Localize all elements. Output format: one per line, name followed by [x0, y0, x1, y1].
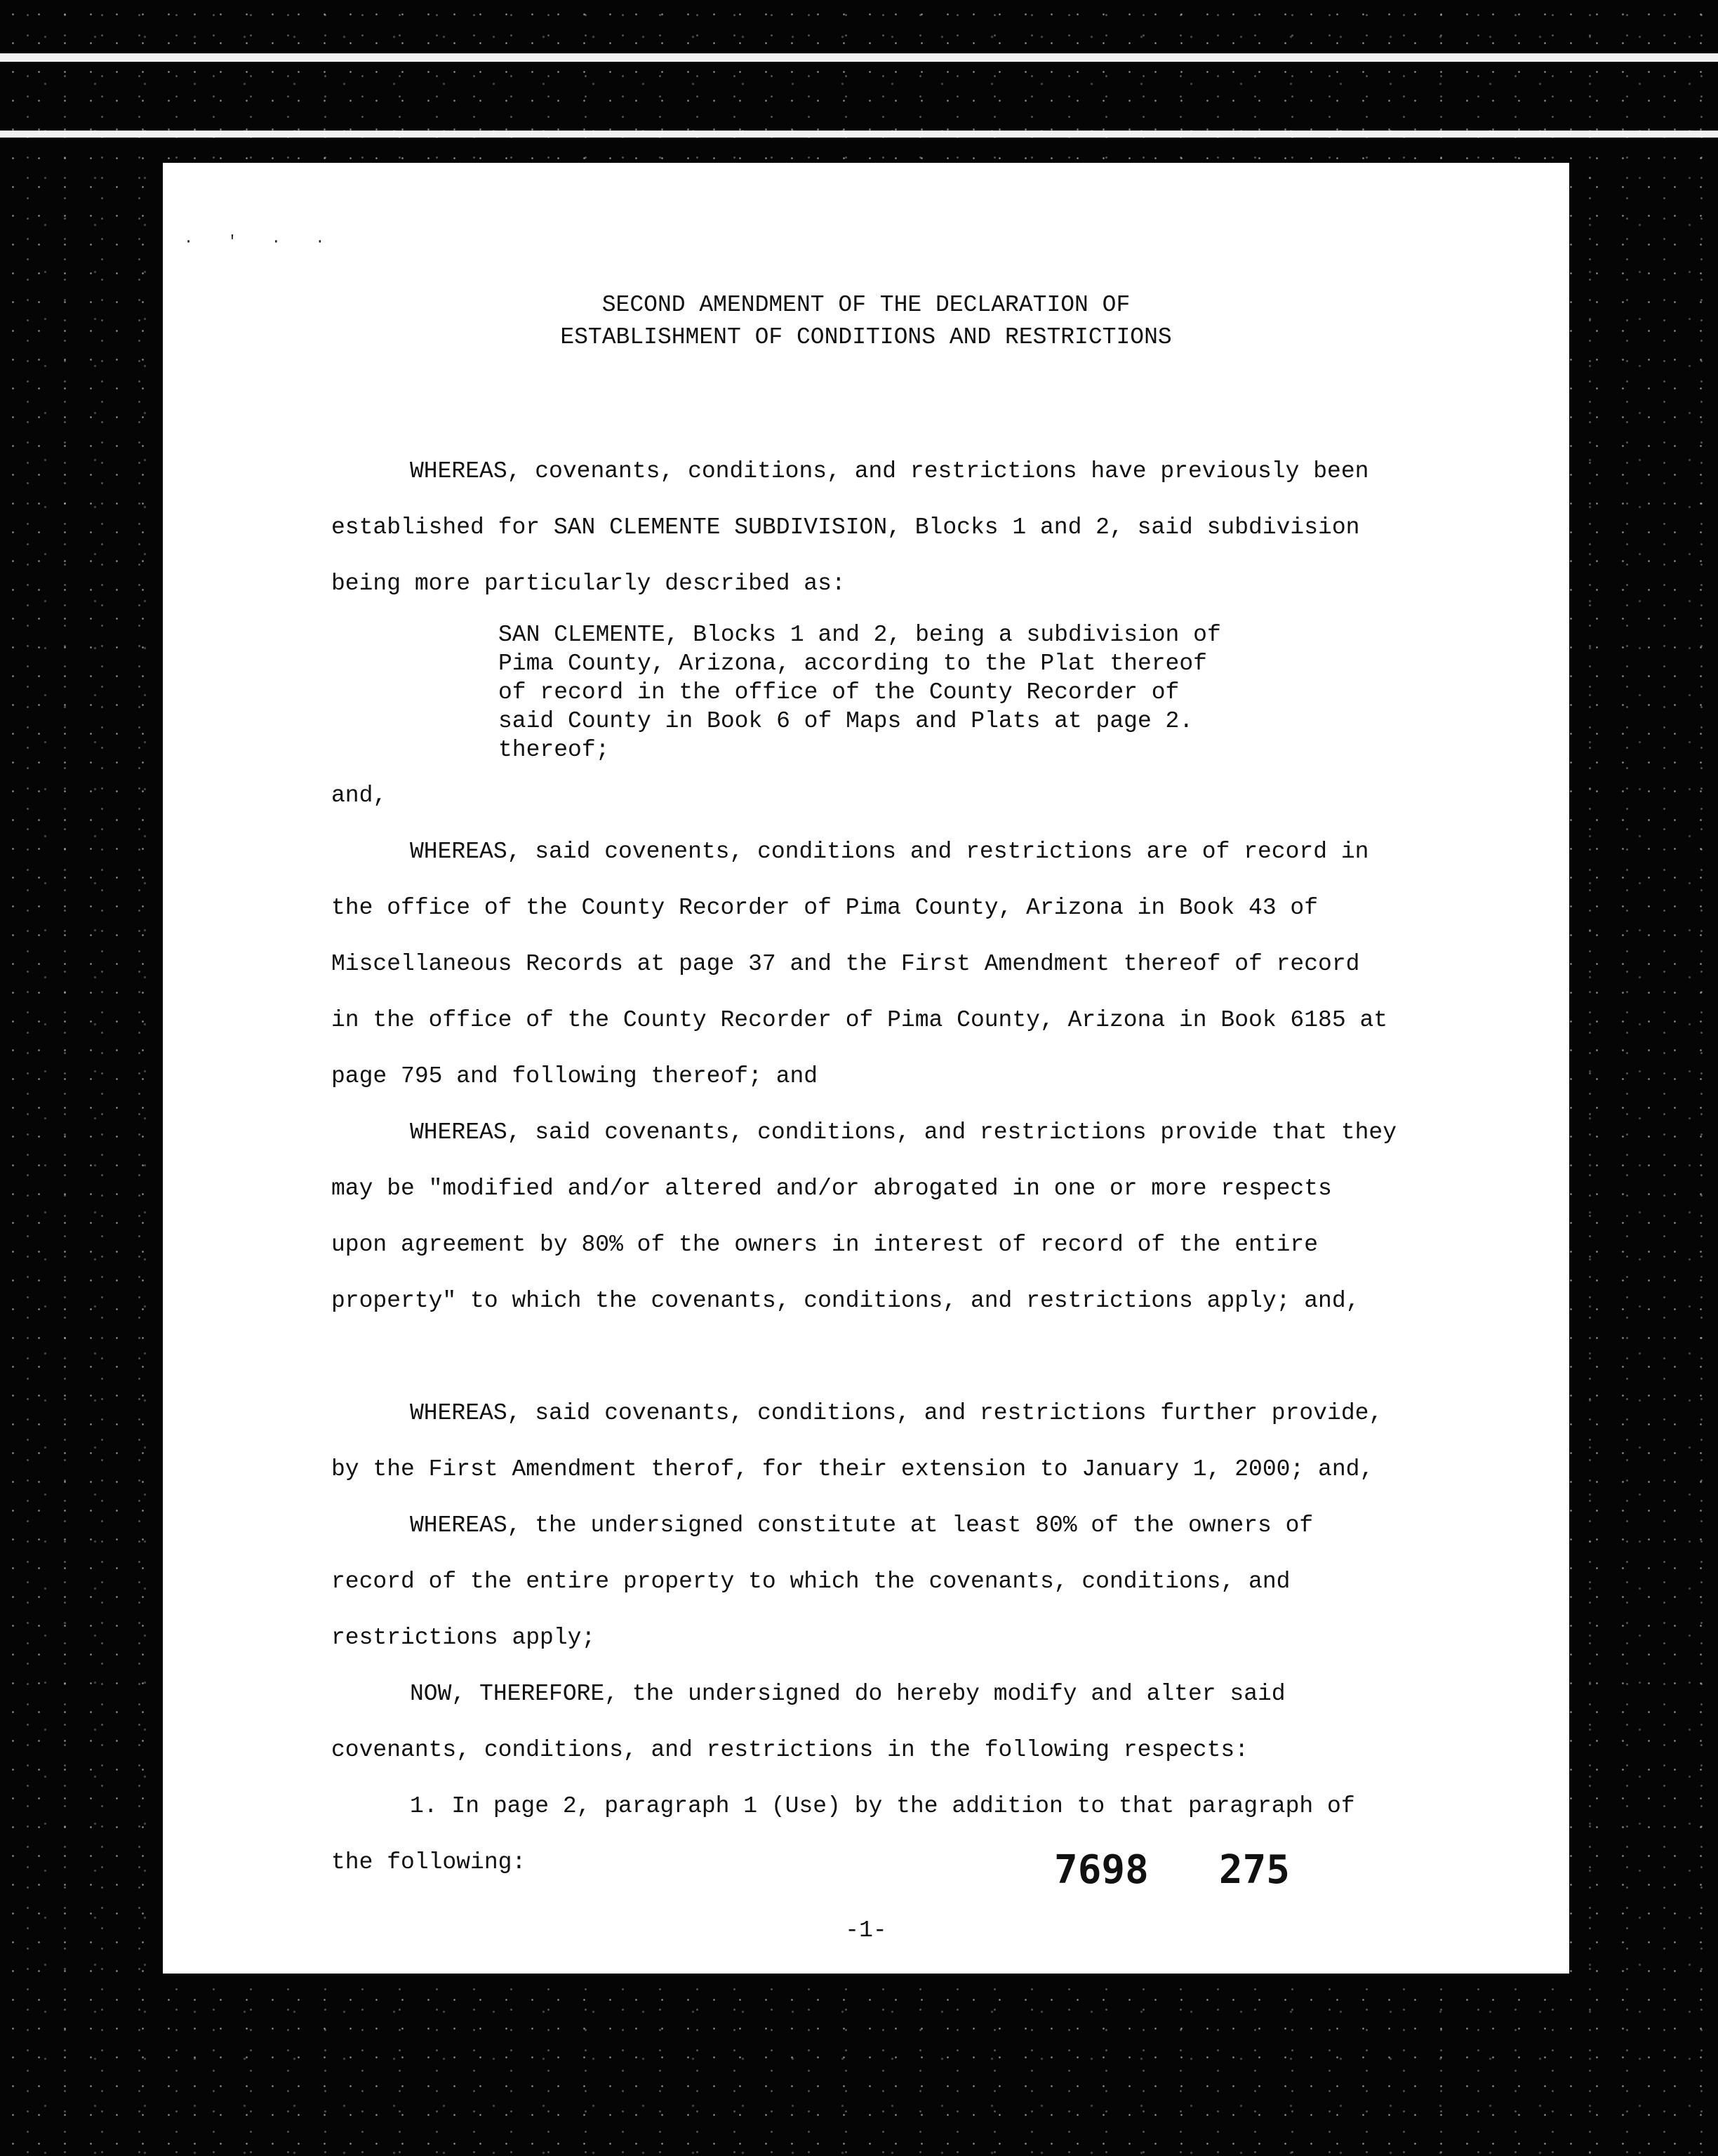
document-page — [163, 163, 1569, 1974]
recording-book-page-stamp — [1054, 1847, 1290, 1893]
property-description: SAN CLEMENTE, Blocks 1 and 2, being a subdivision of Pima County, Arizona, according to the Plat thereof of record in the office of the County Recorder of said County in Book 6 of Maps and Plats at page 2. thereof; — [498, 622, 1221, 763]
whereas-paragraph-2: WHEREAS, said covenents, conditions and restrictions are of record in the office of the County Recorder of Pima County, Arizona in Book 43 of Miscellaneous Records at page 37 and the First Amendment thereof of record in the office of the County Recorder of Pima County, Arizona in Book 6185 at page 795 and following thereof; and — [331, 839, 1388, 1089]
whereas-paragraph-3: WHEREAS, said covenants, conditions, and restrictions provide that they may be "modified and/or altered and/or abrogated in one or more respects upon agreement by 80% of the owners in interest of record of the entire property" to which the covenants, conditions, and restrictions apply; and, — [331, 1119, 1397, 1314]
page-reference: 275 — [1218, 1847, 1291, 1893]
page-number: -1- — [845, 1917, 887, 1943]
whereas-paragraph-1: WHEREAS, covenants, conditions, and restrictions have previously been established for SAN CLEMENTE SUBDIVISION, Blocks 1 and 2, said subdivision being more particularly described as: — [331, 458, 1369, 597]
whereas-paragraph-5: WHEREAS, the undersigned constitute at least 80% of the owners of record of the entire property to which the covenants, conditions, and restrictions apply; — [331, 1512, 1314, 1651]
now-therefore-paragraph: NOW, THEREFORE, the undersigned do hereby modify and alter said covenants, conditions, and restrictions in the following respects: — [331, 1681, 1286, 1763]
and-line: and, — [331, 783, 387, 808]
title-line-1: SECOND AMENDMENT OF THE DECLARATION OF — [601, 292, 1131, 318]
document-title — [163, 289, 1569, 354]
item-1-paragraph: 1. In page 2, paragraph 1 (Use) by the addition to that paragraph of the following: — [331, 1793, 1355, 1875]
book-number: 7698 — [1054, 1847, 1149, 1893]
scan-specks: · ' · · — [184, 233, 338, 251]
scan-border-top — [0, 53, 1718, 62]
title-line-2: ESTABLISHMENT OF CONDITIONS AND RESTRICTIONS — [560, 324, 1172, 350]
scan-border-lower — [0, 131, 1718, 138]
whereas-paragraph-4: WHEREAS, said covenants, conditions, and restrictions further provide, by the First Amendment therof, for their extension to January 1, 2000; and, — [331, 1400, 1383, 1482]
